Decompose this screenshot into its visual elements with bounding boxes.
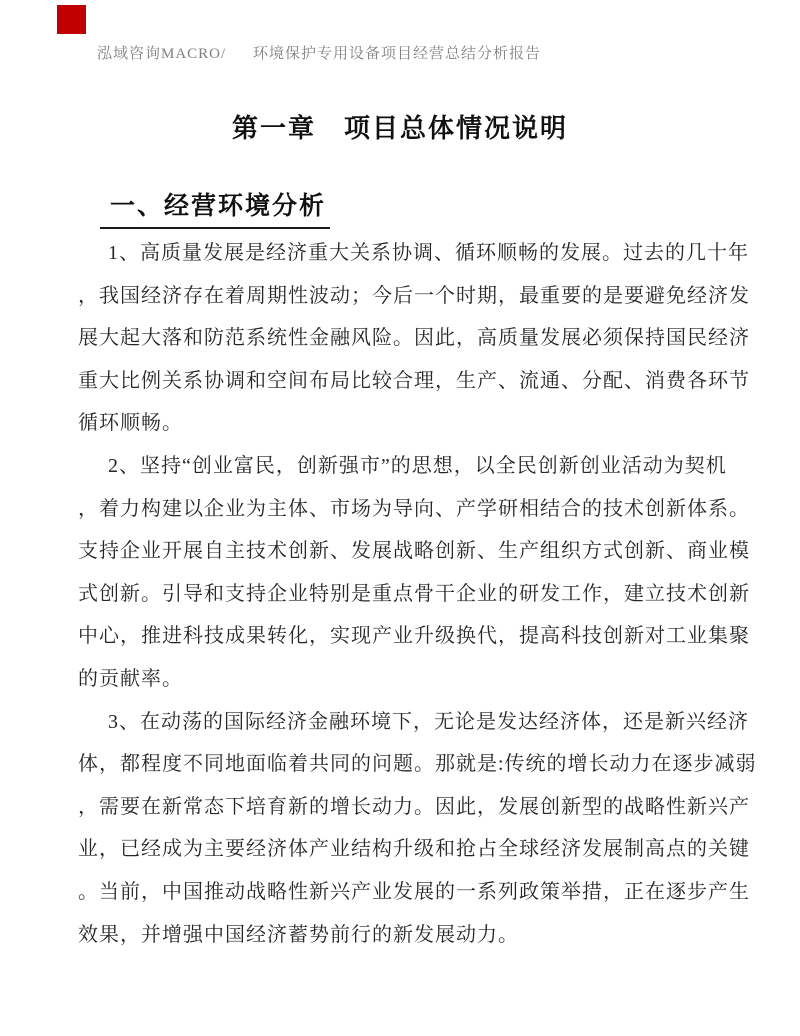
section-heading-text: 一、经营环境分析	[100, 190, 330, 229]
text-line: 。当前，中国推动战略性新兴产业发展的一系列政策举措，正在逐步产生	[78, 880, 750, 903]
text-line: 体，都程度不同地面临着共同的问题。那就是:传统的增长动力在逐步减弱	[78, 753, 757, 776]
header-doc-title: 环境保护专用设备项目经营总结分析报告	[252, 46, 541, 62]
paragraph-2	[78, 445, 750, 701]
text-line: 支持企业开展自主技术创新、发展战略创新、生产组织方式创新、商业模	[78, 540, 750, 563]
text-line: 2、坚持“创业富民，创新强市”的思想，以全民创新创业活动为契机	[108, 454, 727, 477]
text-line: 中心，推进科技成果转化，实现产业升级换代，提高科技创新对工业集聚	[78, 625, 750, 648]
paragraph-1	[78, 232, 750, 445]
text-line: 循环顺畅。	[78, 412, 183, 435]
text-line: ，我国经济存在着周期性波动；今后一个时期，最重要的是要避免经济发	[78, 284, 750, 307]
text-line: 3、在动荡的国际经济金融环境下，无论是发达经济体，还是新兴经济	[108, 710, 749, 733]
text-line: 展大起大落和防范系统性金融风险。因此，高质量发展必须保持国民经济	[78, 327, 750, 350]
text-line: 效果，并增强中国经济蓄势前行的新发展动力。	[78, 923, 519, 946]
document-header	[97, 44, 737, 64]
section-heading	[100, 190, 330, 229]
text-line: 的贡献率。	[78, 667, 183, 690]
text-line: 式创新。引导和支持企业特别是重点骨干企业的研发工作，建立技术创新	[78, 582, 750, 605]
text-line: 重大比例关系协调和空间布局比较合理，生产、流通、分配、消费各环节	[78, 369, 750, 392]
text-line: 业，已经成为主要经济体产业结构升级和抢占全球经济发展制高点的关键	[78, 838, 750, 861]
chapter-title: 第一章 项目总体情况说明	[231, 114, 568, 143]
red-stamp-square	[57, 5, 86, 34]
text-line: ，需要在新常态下培育新的增长动力。因此，发展创新型的战略性新兴产	[78, 795, 750, 818]
text-line: ，着力构建以企业为主体、市场为导向、产学研相结合的技术创新体系。	[78, 497, 750, 520]
body-text	[78, 232, 757, 956]
paragraph-3	[78, 701, 757, 957]
text-line: 1、高质量发展是经济重大关系协调、循环顺畅的发展。过去的几十年	[108, 242, 749, 264]
brand-text: 泓域咨询MACRO/	[97, 46, 227, 62]
